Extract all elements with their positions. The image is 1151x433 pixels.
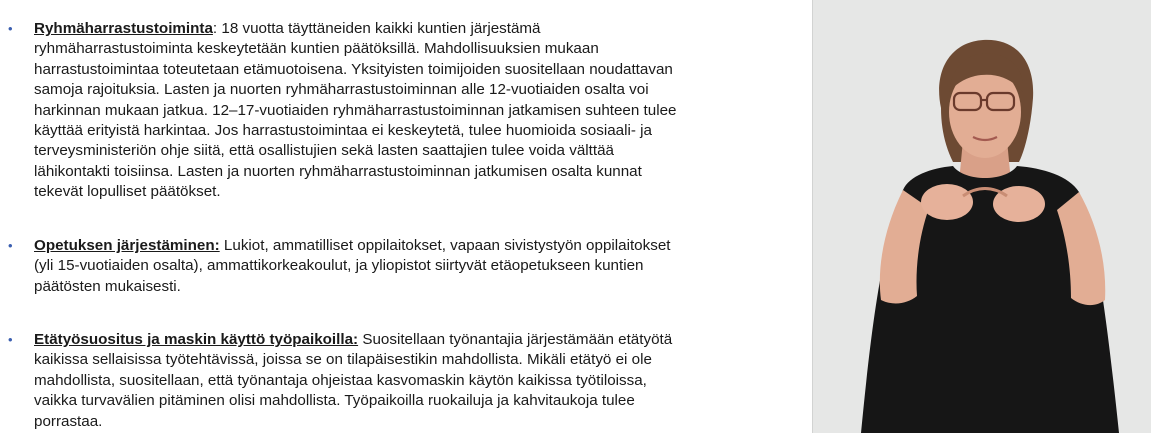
bullet-item-ryhmaharrastustoiminta [8,19,798,203]
bullet-paragraph [34,236,798,297]
bullet-text: Lukiot, ammatilliset oppilaitokset, vapaan sivistystyön oppilaitokset (yli 15-vuotiaiden osalta), ammattikorkeakoulut, ja yliopistot siirtyvät etäopetukseen kuntien päätösten mukaisesti. [34,237,671,295]
bullet-marker: • [8,332,13,347]
bullet-marker: • [8,238,13,253]
bullet-text: Suositellaan työnantajia järjestämään etätyötä kaikissa sellaisissa työtehtävissä, joissa se on tilapäisestikin mahdollista. Mikäli etätyö ei ole mahdollista, suositellaan, että työnantaja ohjeistaa kasvomaskin käytön kaikissa työtiloissa, vaikka turvavälien pitäminen olisi mahdollista. Työpaikoilla ruokailuja ja kahvitaukoja tulee porrastaa. [34,331,673,430]
bullet-marker: • [8,21,13,36]
bullet-separator: : [212,20,222,37]
sign-language-interpreter [813,0,1151,433]
bullet-item-etatyosuositus [8,330,798,432]
bullet-item-opetuksen-jarjestaminen [8,236,798,297]
bullet-heading: Opetuksen järjestäminen: [34,237,220,254]
sign-language-video-panel [812,0,1151,433]
bullet-paragraph [34,330,798,432]
bullet-text: 18 vuotta täyttäneiden kaikki kuntien järjestämä ryhmäharrastustoiminta keskeytetään kuntien päätöksillä. Mahdollisuuksien mukaan harrastustoimintaa toteutetaan etämuotoisena. Yksityisten toimijoiden suositellaan noudattavan samoja rajoituksia. Lasten ja nuorten ryhmäharrastustoiminnan alle 12-vuotiaiden osalta voi harkinnan mukaan jatkua. 12–17-vuotiaiden ryhmäharrastustoiminnan jatkamisen suhteen tulee käyttää erityistä harkintaa. Jos harrastustoimintaa ei keskeytetä, tulee huomioida sosiaali- ja terveysministeriön ohje siitä, että osallistujien sekä lasten saattajien tulee voida välttää lähikontakti toisiinsa. Lasten ja nuorten ryhmäharrastustoiminnan jatkumisen osalta kunnat tekevät lopulliset päätökset. [34,20,677,201]
bullet-heading: Ryhmäharrastustoiminta [34,20,213,37]
bullet-heading: Etätyösuositus ja maskin käyttö työpaikoilla: [34,331,359,348]
bullet-paragraph [34,19,798,203]
